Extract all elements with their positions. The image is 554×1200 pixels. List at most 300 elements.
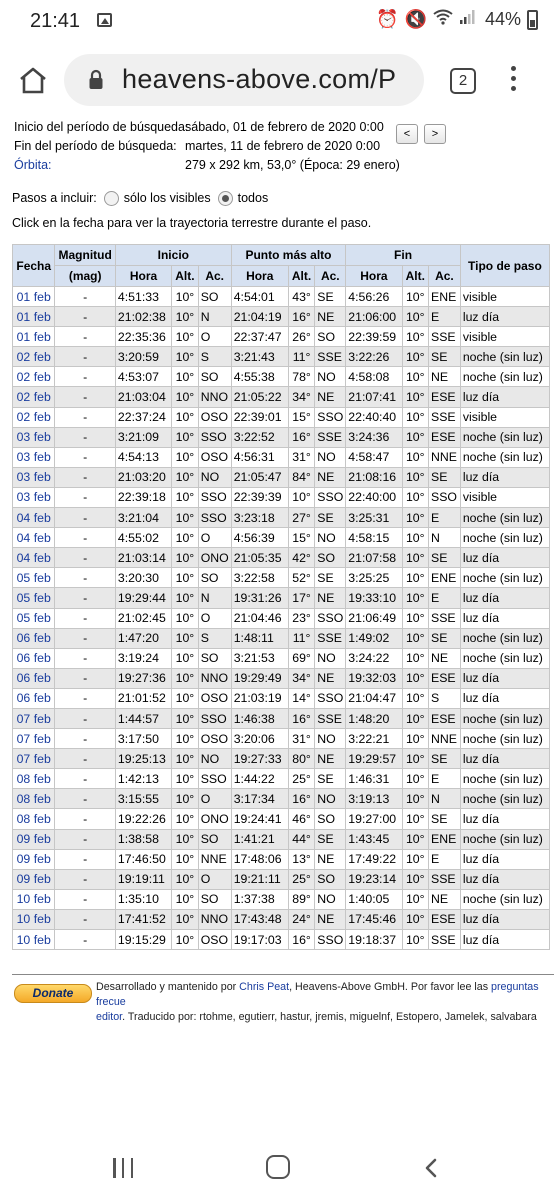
cell-high-az: NE <box>315 467 346 487</box>
cell-start-az: NO <box>198 467 231 487</box>
cell-high-az: SSO <box>315 608 346 628</box>
cell-start-alt: 10° <box>172 528 199 548</box>
cell-end-az: ESE <box>429 387 461 407</box>
cell-magnitude: - <box>55 749 116 769</box>
cell-start-alt: 10° <box>172 287 199 307</box>
cell-start-time: 1:42:13 <box>115 769 171 789</box>
table-row <box>13 347 550 367</box>
pass-date-link[interactable]: 10 feb <box>13 930 55 950</box>
cell-end-time: 19:29:57 <box>346 749 402 769</box>
cell-pass-type: luz día <box>460 608 549 628</box>
cell-end-az: SSE <box>429 608 461 628</box>
cell-pass-type: luz día <box>460 548 549 568</box>
pass-date-link[interactable]: 05 feb <box>13 608 55 628</box>
address-bar[interactable] <box>64 54 424 106</box>
pass-date-link[interactable]: 07 feb <box>13 708 55 728</box>
pass-date-link[interactable]: 03 feb <box>13 467 55 487</box>
table-row <box>13 729 550 749</box>
cell-end-alt: 10° <box>402 487 429 507</box>
cell-end-alt: 10° <box>402 327 429 347</box>
cell-magnitude: - <box>55 729 116 749</box>
cell-end-az: NNE <box>429 447 461 467</box>
cell-magnitude: - <box>55 508 116 528</box>
cell-end-alt: 10° <box>402 789 429 809</box>
cell-magnitude: - <box>55 930 116 950</box>
cell-magnitude: - <box>55 387 116 407</box>
battery-percent: 44% <box>484 9 521 29</box>
cell-high-alt: 43° <box>288 287 315 307</box>
pass-date-link[interactable]: 06 feb <box>13 688 55 708</box>
cell-high-alt: 89° <box>288 889 315 909</box>
cell-end-time: 3:25:31 <box>346 508 402 528</box>
table-row <box>13 367 550 387</box>
browser-toolbar <box>0 44 554 116</box>
cell-start-alt: 10° <box>172 849 199 869</box>
cell-end-time: 3:25:25 <box>346 568 402 588</box>
cell-high-alt: 11° <box>288 347 315 367</box>
cell-high-time: 19:24:41 <box>231 809 288 829</box>
pass-date-link[interactable]: 10 feb <box>13 889 55 909</box>
cell-start-az: OSO <box>198 447 231 467</box>
cell-high-alt: 14° <box>288 688 315 708</box>
prev-period-button[interactable]: < <box>396 124 418 144</box>
table-row <box>13 769 550 789</box>
cell-high-alt: 17° <box>288 588 315 608</box>
cell-start-alt: 10° <box>172 809 199 829</box>
cell-pass-type: luz día <box>460 749 549 769</box>
cell-end-time: 21:07:58 <box>346 548 402 568</box>
orbit-link[interactable]: Órbita: <box>14 158 52 172</box>
back-icon[interactable] <box>424 1158 438 1178</box>
pass-date-link[interactable]: 04 feb <box>13 528 55 548</box>
cell-end-az: NNE <box>429 729 461 749</box>
cell-start-time: 22:39:18 <box>115 487 171 507</box>
header-start-az: Ac. <box>198 266 231 287</box>
cell-high-time: 21:04:46 <box>231 608 288 628</box>
cell-high-time: 3:22:52 <box>231 427 288 447</box>
pass-date-link[interactable]: 04 feb <box>13 508 55 528</box>
passes-table <box>12 244 550 950</box>
cell-pass-type: visible <box>460 287 549 307</box>
cell-end-time: 19:18:37 <box>346 930 402 950</box>
cell-magnitude: - <box>55 307 116 327</box>
cell-end-alt: 10° <box>402 809 429 829</box>
cell-pass-type: noche (sin luz) <box>460 829 549 849</box>
cell-start-alt: 10° <box>172 568 199 588</box>
pass-date-link[interactable]: 02 feb <box>13 387 55 407</box>
cell-start-az: NNE <box>198 849 231 869</box>
cell-start-alt: 10° <box>172 608 199 628</box>
cell-end-alt: 10° <box>402 367 429 387</box>
cell-high-az: SE <box>315 287 346 307</box>
cell-start-time: 3:15:55 <box>115 789 171 809</box>
cell-end-alt: 10° <box>402 869 429 889</box>
cell-start-time: 3:21:09 <box>115 427 171 447</box>
cell-start-az: O <box>198 608 231 628</box>
system-nav-bar <box>0 1140 554 1200</box>
cell-end-time: 3:24:22 <box>346 648 402 668</box>
cell-end-time: 19:33:10 <box>346 588 402 608</box>
faq-link[interactable]: preguntas frecue <box>96 981 539 1008</box>
cell-end-alt: 10° <box>402 427 429 447</box>
recent-apps-icon[interactable] <box>113 1158 133 1178</box>
cell-start-time: 22:35:36 <box>115 327 171 347</box>
cell-high-az: NE <box>315 849 346 869</box>
next-period-button[interactable]: > <box>424 124 446 144</box>
overflow-menu-icon[interactable] <box>508 66 518 96</box>
pass-date-link[interactable]: 09 feb <box>13 869 55 889</box>
pass-date-link[interactable]: 03 feb <box>13 427 55 447</box>
cell-magnitude: - <box>55 427 116 447</box>
cell-end-time: 21:04:47 <box>346 688 402 708</box>
cell-magnitude: - <box>55 287 116 307</box>
cell-high-time: 4:54:01 <box>231 287 288 307</box>
cell-pass-type: luz día <box>460 909 549 929</box>
cell-pass-type: noche (sin luz) <box>460 367 549 387</box>
cell-end-time: 3:22:21 <box>346 729 402 749</box>
cell-end-az: E <box>429 307 461 327</box>
cell-end-az: ENE <box>429 287 461 307</box>
header-high-time: Hora <box>231 266 288 287</box>
header-end: Fin <box>346 245 461 266</box>
cell-end-alt: 10° <box>402 588 429 608</box>
header-end-az: Ac. <box>429 266 461 287</box>
table-row <box>13 869 550 889</box>
pass-date-link[interactable]: 10 feb <box>13 909 55 929</box>
cell-start-time: 21:03:04 <box>115 387 171 407</box>
cell-high-time: 22:37:47 <box>231 327 288 347</box>
cell-end-alt: 10° <box>402 829 429 849</box>
cell-start-time: 22:37:24 <box>115 407 171 427</box>
cell-end-alt: 10° <box>402 467 429 487</box>
cell-high-alt: 23° <box>288 608 315 628</box>
search-end-value: martes, 11 de febrero de 2020 0:00 <box>185 139 381 153</box>
cell-start-az: O <box>198 869 231 889</box>
cell-end-az: E <box>429 849 461 869</box>
image-icon <box>97 13 112 27</box>
lock-icon <box>88 69 104 91</box>
cell-high-time: 19:21:11 <box>231 869 288 889</box>
cell-high-time: 17:43:48 <box>231 909 288 929</box>
cell-high-az: SSE <box>315 427 346 447</box>
cell-high-time: 21:05:47 <box>231 467 288 487</box>
cell-pass-type: luz día <box>460 668 549 688</box>
alarm-icon: ⏰ <box>376 9 399 29</box>
cell-end-az: E <box>429 588 461 608</box>
cell-end-az: E <box>429 769 461 789</box>
cell-high-az: SSO <box>315 930 346 950</box>
cell-start-time: 21:03:14 <box>115 548 171 568</box>
cell-high-time: 22:39:01 <box>231 407 288 427</box>
pass-date-link[interactable]: 02 feb <box>13 367 55 387</box>
cell-magnitude: - <box>55 628 116 648</box>
table-row <box>13 427 550 447</box>
cell-high-time: 1:41:21 <box>231 829 288 849</box>
cell-end-time: 22:40:40 <box>346 407 402 427</box>
home-icon[interactable] <box>18 66 48 94</box>
orbit-value: 279 x 292 km, 53,0° (Época: 29 enero) <box>185 158 400 172</box>
cell-high-az: NE <box>315 749 346 769</box>
table-row <box>13 809 550 829</box>
cell-start-time: 19:19:11 <box>115 869 171 889</box>
cell-start-az: SSO <box>198 427 231 447</box>
pass-date-link[interactable]: 07 feb <box>13 749 55 769</box>
home-nav-icon[interactable] <box>266 1155 290 1179</box>
radio-all-label: todos <box>237 191 269 205</box>
cell-start-alt: 10° <box>172 789 199 809</box>
cell-end-time: 19:32:03 <box>346 668 402 688</box>
cell-magnitude: - <box>55 407 116 427</box>
pass-date-link[interactable]: 08 feb <box>13 789 55 809</box>
cell-magnitude: - <box>55 829 116 849</box>
wifi-icon <box>433 9 453 30</box>
table-row <box>13 889 550 909</box>
cell-end-alt: 10° <box>402 628 429 648</box>
cell-start-alt: 10° <box>172 769 199 789</box>
cell-high-alt: 15° <box>288 528 315 548</box>
cell-end-alt: 10° <box>402 608 429 628</box>
pass-date-link[interactable]: 05 feb <box>13 568 55 588</box>
cell-high-az: NO <box>315 528 346 548</box>
search-start-value: sábado, 01 de febrero de 2020 0:00 <box>185 120 384 134</box>
pass-date-link[interactable]: 06 feb <box>13 648 55 668</box>
cell-magnitude: - <box>55 588 116 608</box>
cell-high-time: 17:48:06 <box>231 849 288 869</box>
cell-high-time: 21:05:35 <box>231 548 288 568</box>
cell-high-alt: 44° <box>288 829 315 849</box>
cell-pass-type: noche (sin luz) <box>460 568 549 588</box>
tab-switcher-button[interactable]: 2 <box>450 68 476 94</box>
pass-date-link[interactable]: 08 feb <box>13 769 55 789</box>
cell-high-alt: 42° <box>288 548 315 568</box>
table-row <box>13 287 550 307</box>
cell-magnitude: - <box>55 909 116 929</box>
cell-start-alt: 10° <box>172 889 199 909</box>
footer-divider <box>12 974 554 975</box>
header-high-az: Ac. <box>315 266 346 287</box>
pass-date-link[interactable]: 08 feb <box>13 809 55 829</box>
cell-magnitude: - <box>55 708 116 728</box>
cell-magnitude: - <box>55 487 116 507</box>
pass-date-link[interactable]: 06 feb <box>13 668 55 688</box>
table-row <box>13 528 550 548</box>
pass-date-link[interactable]: 04 feb <box>13 548 55 568</box>
radio-all[interactable] <box>218 191 233 206</box>
pass-date-link[interactable]: 07 feb <box>13 729 55 749</box>
cell-high-az: NO <box>315 889 346 909</box>
radio-visible-only-label: sólo los visibles <box>123 191 211 205</box>
pass-date-link[interactable]: 01 feb <box>13 327 55 347</box>
cell-end-az: ENE <box>429 829 461 849</box>
radio-visible-only[interactable] <box>104 191 119 206</box>
header-start: Inicio <box>115 245 231 266</box>
cell-start-time: 3:20:59 <box>115 347 171 367</box>
cell-high-az: SE <box>315 769 346 789</box>
cell-start-alt: 10° <box>172 467 199 487</box>
header-pass-type: Tipo de paso <box>460 245 549 287</box>
cell-pass-type: noche (sin luz) <box>460 789 549 809</box>
cell-end-az: ESE <box>429 708 461 728</box>
cell-start-az: ONO <box>198 548 231 568</box>
cell-high-time: 21:05:22 <box>231 387 288 407</box>
pass-date-link[interactable]: 02 feb <box>13 347 55 367</box>
table-row <box>13 688 550 708</box>
cell-pass-type: noche (sin luz) <box>460 447 549 467</box>
cell-end-alt: 10° <box>402 930 429 950</box>
cell-high-time: 3:21:43 <box>231 347 288 367</box>
cell-end-time: 17:49:22 <box>346 849 402 869</box>
pass-date-link[interactable]: 09 feb <box>13 849 55 869</box>
cell-high-time: 3:20:06 <box>231 729 288 749</box>
cell-start-alt: 10° <box>172 548 199 568</box>
pass-date-link[interactable]: 09 feb <box>13 829 55 849</box>
cell-start-time: 4:51:33 <box>115 287 171 307</box>
cell-high-time: 1:37:38 <box>231 889 288 909</box>
cell-high-time: 1:48:11 <box>231 628 288 648</box>
footer-translators: . Traducido por: rtohme, egutierr, hastur, jremis, miguelnf, Estopero, Jamelek, salvabara <box>122 1011 537 1023</box>
cell-high-az: SSO <box>315 407 346 427</box>
cell-magnitude: - <box>55 367 116 387</box>
cell-high-time: 4:55:38 <box>231 367 288 387</box>
cell-start-az: SSO <box>198 708 231 728</box>
cell-high-alt: 84° <box>288 467 315 487</box>
page-content <box>0 116 554 1140</box>
cell-end-az: N <box>429 789 461 809</box>
cell-magnitude: - <box>55 568 116 588</box>
cell-pass-type: luz día <box>460 809 549 829</box>
pass-date-link[interactable]: 02 feb <box>13 407 55 427</box>
author-link[interactable]: Chris Peat <box>239 981 290 993</box>
signal-icon <box>459 9 475 30</box>
pass-date-link[interactable]: 05 feb <box>13 588 55 608</box>
cell-magnitude: - <box>55 789 116 809</box>
cell-high-alt: 78° <box>288 367 315 387</box>
cell-start-az: SO <box>198 367 231 387</box>
cell-high-az: SE <box>315 568 346 588</box>
cell-start-az: S <box>198 628 231 648</box>
cell-magnitude: - <box>55 608 116 628</box>
cell-pass-type: luz día <box>460 688 549 708</box>
cell-end-time: 1:46:31 <box>346 769 402 789</box>
cell-end-az: SSO <box>429 487 461 507</box>
cell-magnitude: - <box>55 809 116 829</box>
cell-pass-type: luz día <box>460 467 549 487</box>
cell-high-time: 19:31:26 <box>231 588 288 608</box>
cell-end-time: 1:40:05 <box>346 889 402 909</box>
cell-start-az: SO <box>198 568 231 588</box>
pass-date-link[interactable]: 06 feb <box>13 628 55 648</box>
table-row <box>13 387 550 407</box>
cell-start-alt: 10° <box>172 487 199 507</box>
cell-end-time: 1:48:20 <box>346 708 402 728</box>
cell-high-az: SO <box>315 327 346 347</box>
cell-end-time: 19:27:00 <box>346 809 402 829</box>
cell-start-time: 17:41:52 <box>115 909 171 929</box>
donate-button[interactable]: Donate <box>14 984 92 1003</box>
cell-end-alt: 10° <box>402 347 429 367</box>
cell-magnitude: - <box>55 447 116 467</box>
pass-date-link[interactable]: 01 feb <box>13 307 55 327</box>
passes-table-body <box>13 287 550 950</box>
cell-start-time: 4:55:02 <box>115 528 171 548</box>
cell-end-az: SSE <box>429 930 461 950</box>
cell-end-az: ENE <box>429 568 461 588</box>
cell-start-alt: 10° <box>172 307 199 327</box>
cell-high-alt: 16° <box>288 307 315 327</box>
cell-end-az: SSE <box>429 327 461 347</box>
cell-end-az: SE <box>429 809 461 829</box>
cell-start-alt: 10° <box>172 327 199 347</box>
cell-start-az: NNO <box>198 668 231 688</box>
table-row <box>13 829 550 849</box>
cell-pass-type: luz día <box>460 869 549 889</box>
header-end-time: Hora <box>346 266 402 287</box>
cell-magnitude: - <box>55 769 116 789</box>
cell-end-time: 3:24:36 <box>346 427 402 447</box>
cell-end-az: SE <box>429 347 461 367</box>
cell-end-time: 21:06:49 <box>346 608 402 628</box>
cell-start-time: 3:21:04 <box>115 508 171 528</box>
cell-pass-type: noche (sin luz) <box>460 528 549 548</box>
cell-high-az: NO <box>315 729 346 749</box>
cell-end-alt: 10° <box>402 407 429 427</box>
cell-end-az: ESE <box>429 427 461 447</box>
table-row <box>13 708 550 728</box>
cell-start-az: O <box>198 789 231 809</box>
cell-high-az: NO <box>315 648 346 668</box>
table-row <box>13 648 550 668</box>
cell-start-alt: 10° <box>172 387 199 407</box>
cell-end-time: 3:19:13 <box>346 789 402 809</box>
cell-pass-type: luz día <box>460 849 549 869</box>
pass-date-link[interactable]: 03 feb <box>13 487 55 507</box>
cell-start-time: 21:02:45 <box>115 608 171 628</box>
cell-high-alt: 69° <box>288 648 315 668</box>
cell-high-alt: 16° <box>288 789 315 809</box>
cell-end-alt: 10° <box>402 729 429 749</box>
pass-date-link[interactable]: 01 feb <box>13 287 55 307</box>
cell-end-az: SE <box>429 749 461 769</box>
cell-high-alt: 27° <box>288 508 315 528</box>
table-row <box>13 628 550 648</box>
cell-end-alt: 10° <box>402 307 429 327</box>
editor-link[interactable]: editor <box>96 1011 123 1023</box>
cell-high-time: 4:56:39 <box>231 528 288 548</box>
mute-icon: 🔇 <box>404 9 427 29</box>
passes-label: Pasos a incluir: <box>12 191 97 205</box>
header-highest: Punto más alto <box>231 245 346 266</box>
cell-start-az: S <box>198 347 231 367</box>
cell-start-alt: 10° <box>172 749 199 769</box>
cell-start-az: OSO <box>198 930 231 950</box>
cell-end-time: 22:40:00 <box>346 487 402 507</box>
cell-high-az: NE <box>315 668 346 688</box>
cell-start-az: SO <box>198 889 231 909</box>
pass-date-link[interactable]: 03 feb <box>13 447 55 467</box>
cell-start-time: 21:03:20 <box>115 467 171 487</box>
cell-end-time: 22:39:59 <box>346 327 402 347</box>
cell-high-az: SSO <box>315 487 346 507</box>
cell-high-alt: 52° <box>288 568 315 588</box>
cell-end-alt: 10° <box>402 508 429 528</box>
cell-pass-type: luz día <box>460 588 549 608</box>
cell-high-time: 3:21:53 <box>231 648 288 668</box>
cell-start-alt: 10° <box>172 729 199 749</box>
cell-high-alt: 15° <box>288 407 315 427</box>
table-row <box>13 447 550 467</box>
cell-start-time: 4:54:13 <box>115 447 171 467</box>
cell-start-time: 3:19:24 <box>115 648 171 668</box>
